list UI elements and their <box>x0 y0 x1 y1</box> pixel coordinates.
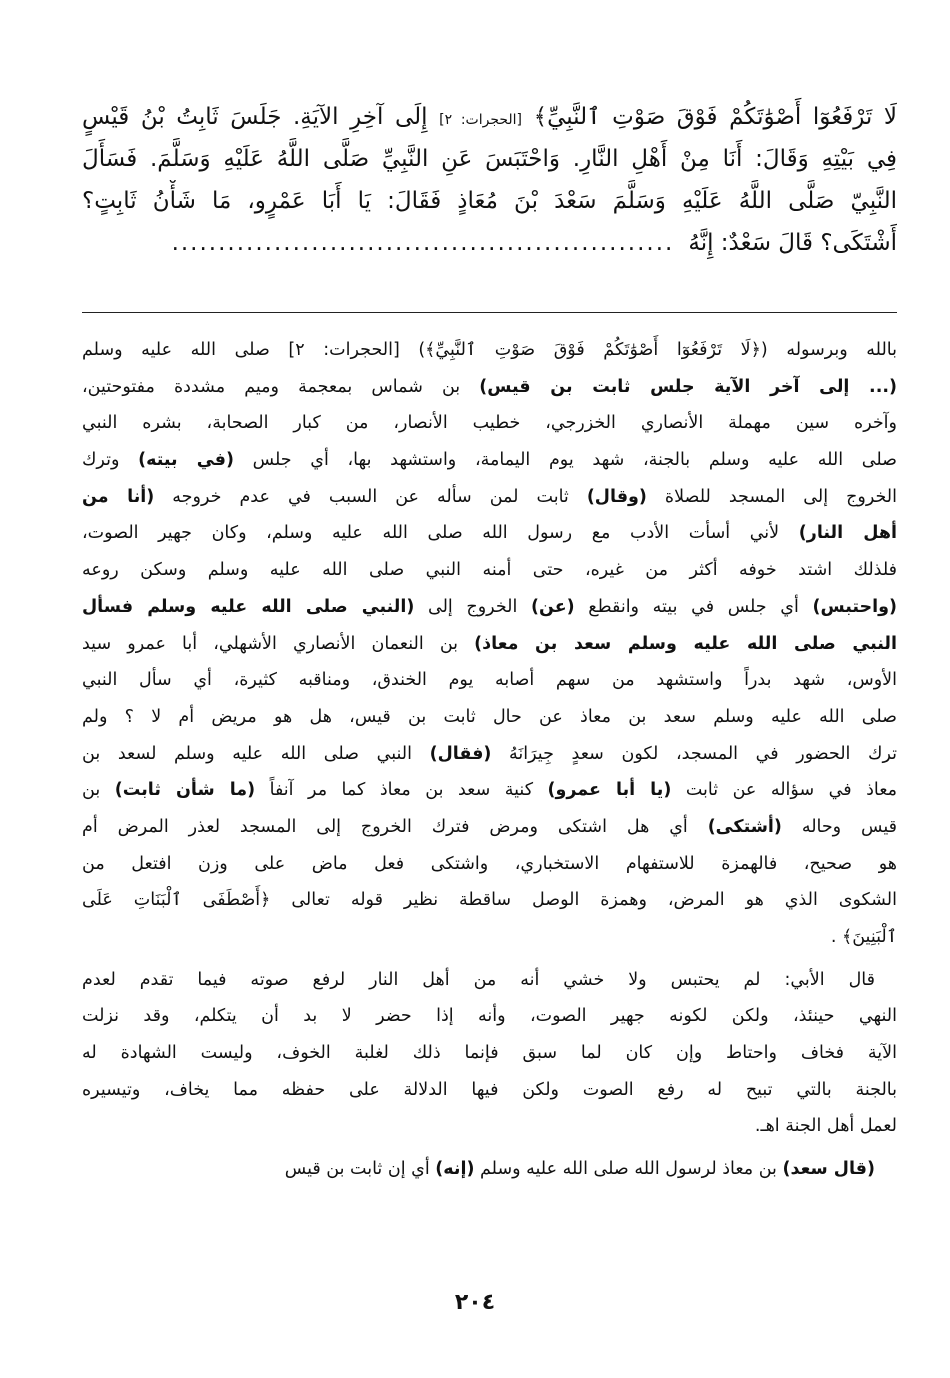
commentary-line <box>82 369 897 406</box>
text-segment: أي هل اشتكى ومرض فترك الخروج إلى المسجد لعذر المرض أم <box>82 816 708 837</box>
text-segment: أي إن ثابت بن قيس <box>284 1159 436 1180</box>
text-segment: إِلَى آخِرِ الآيَةِ. جَلَسَ ثَابِتُ بْنُ قَيْسٍ <box>82 104 440 130</box>
quoted-matn-text: (النبي صلى الله عليه وسلم فسأل <box>82 596 415 617</box>
text-segment: فلذلك اشتد خوفه أكثر من غيره، حتى أمنه النبي صلى الله عليه وسلم وسكن روعه <box>82 560 897 581</box>
text-segment: بالله وبرسوله (﴿لَا تَرْفَعُوٓا أَصْوَٰتَكُمْ فَوْقَ صَوْتِ ٱلنَّبِيِّ﴾) [الحجرات: ٢] صلى الله عليه وسلم <box>82 340 897 360</box>
page-number: ٢٠٤ <box>454 1290 496 1315</box>
text-segment: ثابت لمن سأله عن السبب في عدم خروجه <box>154 486 587 507</box>
quoted-matn-text: (أنا من <box>82 486 155 507</box>
quoted-matn-text: (يا أبا عمرو) <box>547 780 672 801</box>
text-segment: الآية فخاف واحتاط وإن كان لما سبق فإنما ذلك لغلبة الخوف، وليست الشهادة له <box>82 1043 897 1064</box>
commentary-line <box>82 998 897 1035</box>
text-segment: صلى الله عليه وسلم بالجنة، شهد يوم اليمامة، واستشهد بها، أي جلس <box>233 450 897 471</box>
text-segment: كنية سعد بن معاذ كما مر آنفاً <box>255 780 548 801</box>
commentary-line <box>82 1072 897 1109</box>
text-segment: بالجنة بالتي تبيح له رفع الصوت ولكن فيها الدلالة على حفظه مما يخاف، وتيسيره <box>82 1079 897 1100</box>
text-segment: لأني أسأت الأدب مع رسول الله صلى الله عليه وسلم، وكان جهير الصوت، <box>82 523 799 544</box>
quoted-matn-text: (واحتبس) <box>812 596 897 617</box>
text-segment: النَّبِيّ صَلَّى اللَّهُ عَلَيْهِ وَسَلَّمَ سَعْدَ بْنَ مُعَاذٍ فَقَالَ: يَا أَبَا عَمْرٍو، مَا شَأْنُ ثَابِتٍ؟ <box>82 188 897 214</box>
commentary-line <box>82 626 897 663</box>
text-segment: وترك <box>82 450 139 471</box>
text-segment: النهي حينئذ، ولكن لكونه جهير الصوت، وأنه إذا حضر لا بد أن يتكلم، وقد نزلت <box>82 1006 897 1027</box>
commentary-line <box>82 552 897 589</box>
text-segment: قال الأبي: لم يحتبس ولا خشي أنه من أهل النار لرفع صوته فيما تقدم لعدم <box>82 969 875 990</box>
commentary-line <box>82 772 897 809</box>
text-segment: بن معاذ لرسول الله صلى الله عليه وسلم <box>474 1159 783 1180</box>
main-text-line <box>82 180 897 222</box>
quoted-matn-text: (عن) <box>530 596 575 617</box>
text-segment: وآخره سين مهملة الأنصاري الخزرجي، خطيب الأنصار، من كبار الصحابة، بشره النبي <box>82 413 897 434</box>
main-text-line <box>82 138 897 180</box>
main-text-line <box>82 222 897 264</box>
quoted-matn-text: النبي صلى الله عليه وسلم سعد بن معاذ) <box>474 633 897 654</box>
commentary-paragraph <box>82 962 897 1145</box>
commentary-line <box>82 919 897 956</box>
text-segment: ٱلْبَنِينَ﴾ . <box>830 927 897 947</box>
commentary-line <box>82 479 897 516</box>
text-segment: بن شماس بمعجمة وميم مشددة مفتوحتين، <box>82 376 480 397</box>
commentary-line <box>82 846 897 883</box>
commentary-paragraph <box>82 1151 897 1188</box>
quoted-matn-text: أهل النار) <box>798 523 897 544</box>
text-segment: معاذ في سؤاله عن ثابت <box>671 780 897 801</box>
commentary-line <box>82 662 897 699</box>
text-segment: أَشْتَكَى؟ قَالَ سَعْدٌ: إِنَّهُ <box>688 230 897 256</box>
text-segment: لعمل أهل الجنة اهـ. <box>754 1116 897 1137</box>
main-text-line <box>82 96 897 138</box>
commentary-line <box>82 405 897 442</box>
text-segment: الخروج إلى <box>414 596 531 617</box>
dotted-leader: ...................................................... <box>171 230 675 256</box>
text-segment: هو صحيح، فالهمزة للاستفهام الاستخباري، واشتكى فعل ماض على وزن افتعل من <box>82 853 897 874</box>
commentary-line <box>82 332 897 369</box>
commentary-paragraph <box>82 332 897 956</box>
quoted-matn-text: (في بيته) <box>138 450 234 471</box>
text-segment: الشكوى الذي هو المرض، وهمزة الوصل ساقطة نظير قوله تعالى ﴿أَصْطَفَى ٱلْبَنَاتِ عَلَى <box>82 890 897 911</box>
text-segment: بن <box>82 780 115 801</box>
commentary-line <box>82 1151 897 1188</box>
commentary-line <box>82 515 897 552</box>
text-segment: لَا تَرْفَعُوٓا أَصْوَٰتَكُمْ فَوْقَ صَوْتِ ٱلنَّبِيِّ﴾ <box>522 104 897 130</box>
text-segment: الخروج إلى المسجد للصلاة <box>646 486 897 507</box>
text-segment: الأوس، شهد بدراً واستشهد من سهم أصابه يوم الخندق، ومناقبه كثيرة، أي سأل النبي <box>82 670 897 691</box>
quoted-matn-text: (... إلى آخر الآية جلس ثابت بن قيس) <box>479 376 897 397</box>
footnote-divider <box>82 312 897 313</box>
quoted-matn-text: (وقال) <box>586 486 647 507</box>
quoted-matn-text: (فقال) <box>429 743 492 764</box>
quoted-matn-text: (أشتكى) <box>707 816 782 837</box>
text-segment: أي جلس في بيته وانقطع <box>574 596 813 617</box>
quran-reference: [الحجرات: ٢] <box>439 112 523 128</box>
commentary-line <box>82 882 897 919</box>
commentary-text <box>82 332 897 1194</box>
quoted-matn-text: (ما شأن ثابت) <box>114 780 256 801</box>
commentary-line <box>82 699 897 736</box>
commentary-line <box>82 962 897 999</box>
commentary-line <box>82 589 897 626</box>
commentary-line <box>82 736 897 773</box>
commentary-line <box>82 442 897 479</box>
commentary-line <box>82 1108 897 1145</box>
text-segment: بن النعمان الأنصاري الأشهلي، أبا عمرو سيد <box>82 633 475 654</box>
hadith-main-text <box>82 96 897 264</box>
commentary-line <box>82 809 897 846</box>
text-segment: فِي بَيْتِهِ وَقَالَ: أَنَا مِنْ أَهْلِ النَّارِ. وَاحْتَبَسَ عَنِ النَّبِيِّ صَلَّى اللَّهُ عَلَيْهِ وَسَلَّمَ. فَسَأَلَ <box>82 146 897 172</box>
text-segment: صلى الله عليه وسلم سعد بن معاذ عن حال ثابت بن قيس، هل هو مريض أم لا ؟ ولم <box>82 706 897 727</box>
text-segment: النبي صلى الله عليه وسلم لسعد بن <box>82 743 430 764</box>
text-segment: قيس وحاله <box>781 816 897 837</box>
text-segment: ترك الحضور في المسجد، لكون سعدٍ جِيرَانَهُ <box>491 743 897 764</box>
commentary-line <box>82 1035 897 1072</box>
quoted-matn-text: (قال سعد) <box>782 1159 875 1180</box>
quoted-matn-text: (إنه) <box>435 1159 475 1180</box>
